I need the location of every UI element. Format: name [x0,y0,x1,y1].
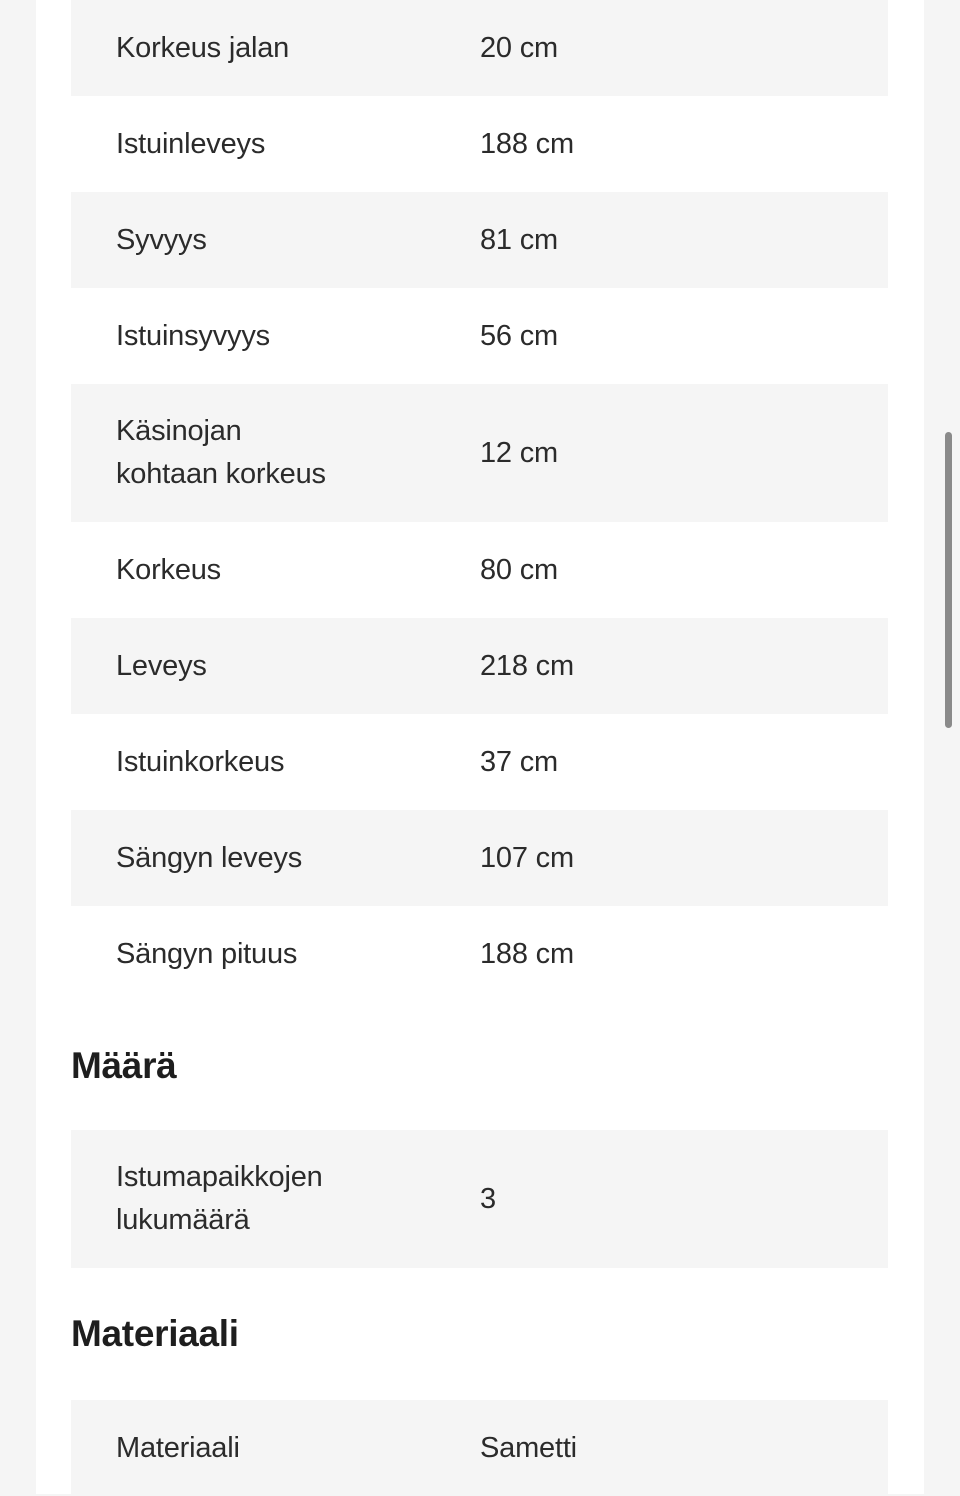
spec-value: 37 cm [480,745,558,778]
spec-label: Leveys [116,649,207,682]
table-row [71,288,888,384]
table-row [71,906,888,1002]
spec-label: Istuinleveys [116,127,266,160]
table-row [71,618,888,714]
spec-value: Sametti [480,1431,577,1464]
table-row [71,96,888,192]
specs-content [71,0,888,1496]
spec-value: 80 cm [480,553,558,586]
spec-value: 218 cm [480,649,574,682]
material-section-header [71,1268,888,1400]
spec-label: Korkeus jalan [116,31,290,64]
spec-value: 107 cm [480,841,574,874]
quantity-table [71,1130,888,1268]
spec-label: Sängyn leveys [116,841,303,874]
spec-value: 188 cm [480,937,574,970]
spec-label: Sängyn pituus [116,937,298,970]
spec-value: 188 cm [480,127,574,160]
spec-label: Syvyys [116,223,207,256]
table-row [71,1400,888,1496]
table-row [71,192,888,288]
table-row [71,0,888,96]
spec-label: Käsinojan kohtaan korkeus [116,415,326,490]
table-row [71,810,888,906]
spec-value: 3 [480,1182,496,1215]
table-row [71,714,888,810]
table-row [71,384,888,522]
spec-label: Istuinkorkeus [116,745,285,778]
dimensions-table [71,0,888,1002]
spec-label: Korkeus [116,553,221,586]
spec-label: Istumapaikkojen lukumäärä [116,1161,323,1236]
spec-label: Materiaali [116,1431,240,1464]
scrollbar-thumb[interactable] [945,432,952,728]
spec-value: 56 cm [480,319,558,352]
section-title: Määrä [71,1045,177,1086]
spec-value: 12 cm [480,436,558,469]
product-specs-panel [36,0,924,1494]
spec-value: 20 cm [480,31,558,64]
spec-value: 81 cm [480,223,558,256]
table-row [71,522,888,618]
section-title: Materiaali [71,1313,239,1354]
material-table [71,1400,888,1496]
spec-label: Istuinsyvyys [116,319,270,352]
table-row [71,1130,888,1268]
quantity-section-header [71,1002,888,1130]
